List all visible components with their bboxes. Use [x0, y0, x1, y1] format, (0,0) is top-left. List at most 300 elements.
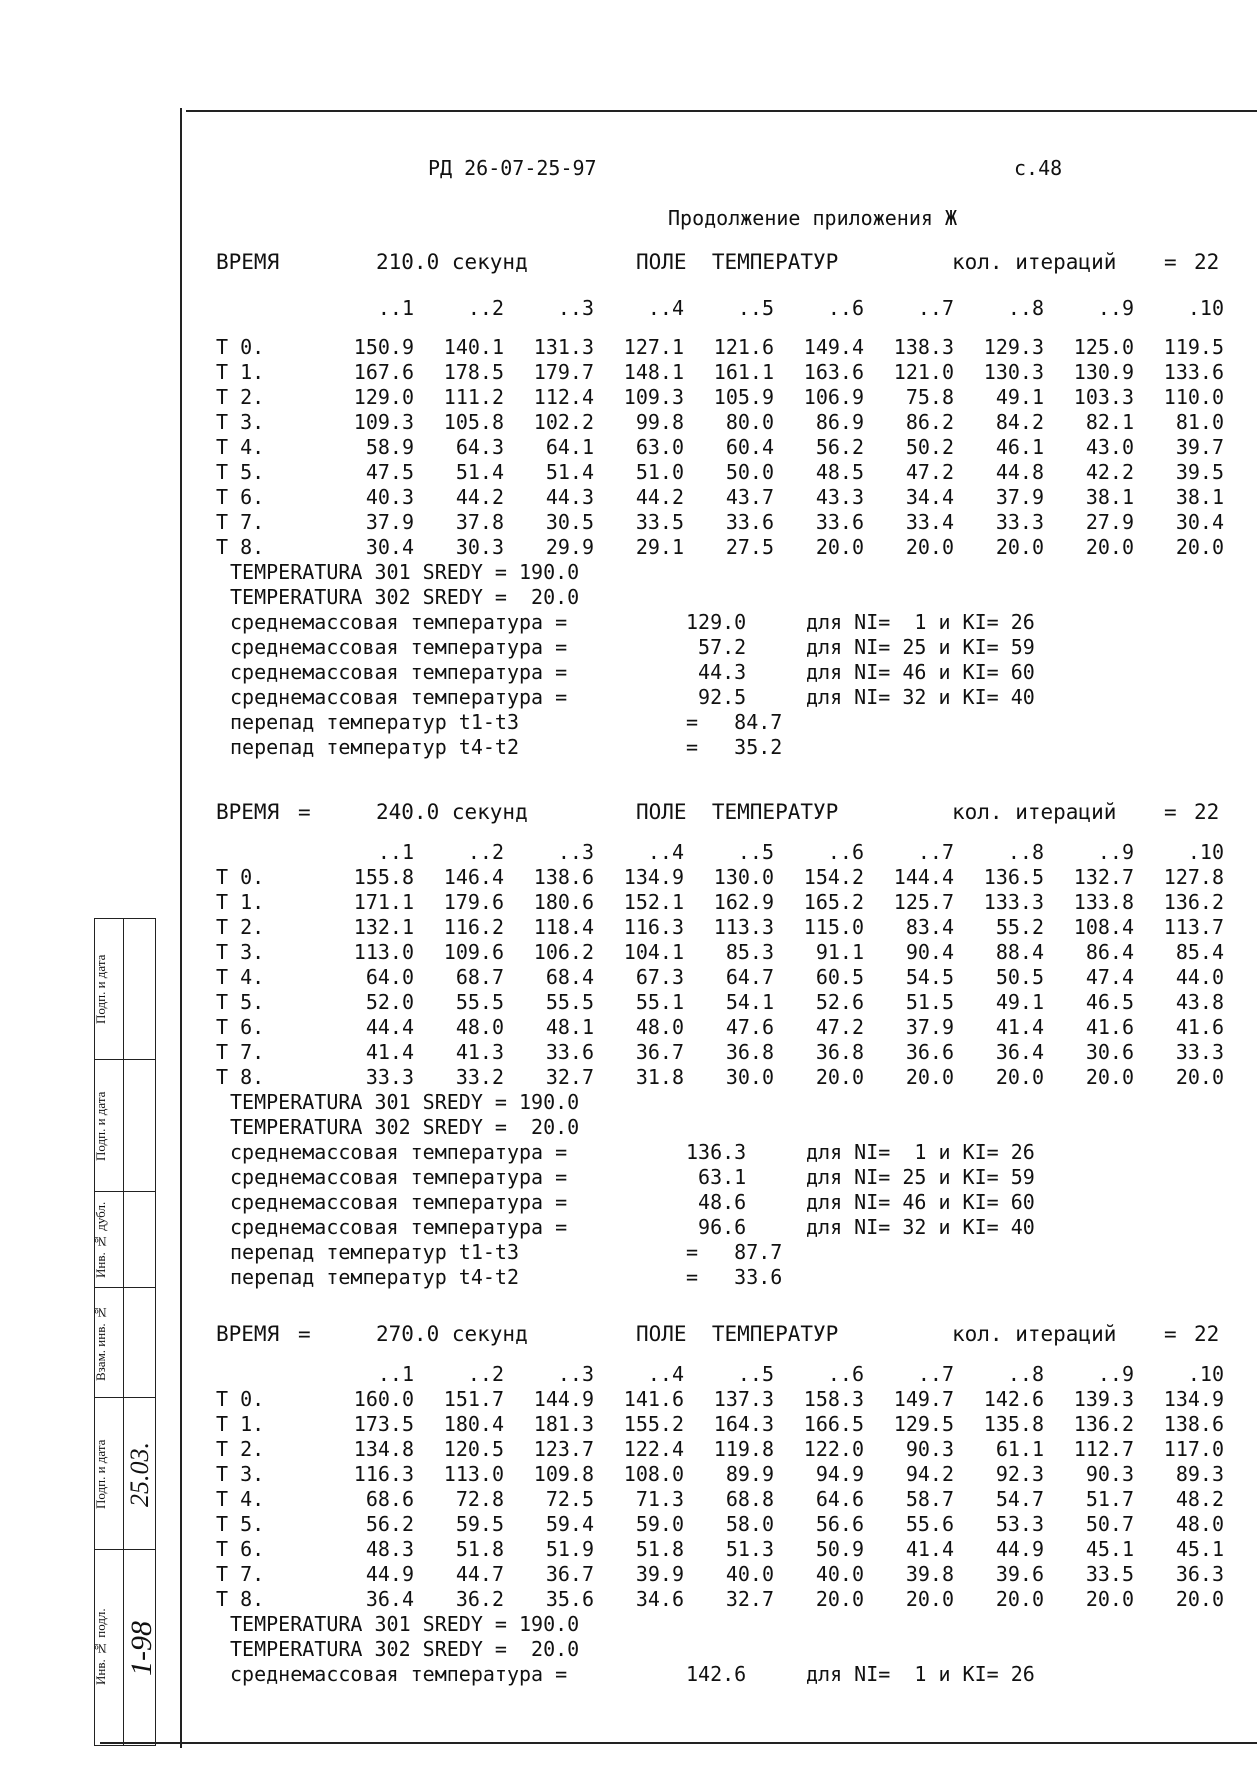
result-value: 44.3: [686, 660, 747, 684]
result-qualifier: для NI= 1 и KI= 26: [806, 1140, 1035, 1164]
table-row: [216, 1537, 1226, 1562]
table-cell: 30.4: [365, 535, 414, 559]
table-cell: 30.0: [725, 1065, 774, 1089]
stamp-row-line: [95, 1549, 155, 1550]
column-header-row: [216, 840, 1226, 865]
table-cell: 36.7: [545, 1562, 594, 1586]
result-value: 57.2: [686, 635, 747, 659]
table-cell: 136.2: [1073, 1412, 1134, 1436]
table-cell: 64.7: [725, 965, 774, 989]
table-cell: 109.8: [533, 1462, 594, 1486]
table-cell: 122.0: [803, 1437, 864, 1461]
table-cell: 48.5: [815, 460, 864, 484]
table-cell: 119.5: [1163, 335, 1224, 359]
row-label: T 3.: [216, 940, 265, 964]
field-label: ПОЛЕ ТЕМПЕРАТУР: [636, 1322, 839, 1346]
table-cell: 20.0: [1085, 1587, 1134, 1611]
table-cell: 43.8: [1175, 990, 1224, 1014]
time-step-block: [216, 1322, 1226, 1687]
table-cell: 55.5: [545, 990, 594, 1014]
ambient-temperature-line: TEMPERATURA 302 SREDY = 20.0: [230, 1115, 580, 1139]
table-cell: 129.3: [983, 335, 1044, 359]
table-row: [216, 965, 1226, 990]
stamp-cell-podp-data-1: Подп. и дата: [93, 1091, 108, 1161]
table-cell: 94.2: [905, 1462, 954, 1486]
column-label: ..6: [827, 296, 864, 320]
table-cell: 33.3: [365, 1065, 414, 1089]
column-label: ..1: [377, 296, 414, 320]
table-cell: 33.6: [815, 510, 864, 534]
table-cell: 121.0: [893, 360, 954, 384]
result-qualifier: для NI= 1 и KI= 26: [806, 610, 1035, 634]
time-label: ВРЕМЯ: [216, 250, 280, 274]
table-cell: 64.1: [545, 435, 594, 459]
table-cell: 47.5: [365, 460, 414, 484]
table-cell: 140.1: [443, 335, 504, 359]
table-cell: 171.1: [353, 890, 414, 914]
result-qualifier: для NI= 1 и KI= 26: [806, 1662, 1035, 1686]
table-cell: 108.0: [623, 1462, 684, 1486]
table-cell: 44.0: [1175, 965, 1224, 989]
row-label: T 3.: [216, 410, 265, 434]
column-label: ..8: [1007, 1362, 1044, 1386]
table-cell: 125.7: [893, 890, 954, 914]
column-label: ..6: [827, 840, 864, 864]
table-cell: 162.9: [713, 890, 774, 914]
table-cell: 27.9: [1085, 510, 1134, 534]
table-cell: 32.7: [725, 1587, 774, 1611]
table-cell: 20.0: [995, 535, 1044, 559]
table-cell: 30.4: [1175, 510, 1224, 534]
time-value: 210.0 секунд: [376, 250, 528, 274]
table-cell: 55.2: [995, 915, 1044, 939]
frame-top-line: [186, 110, 1257, 112]
table-cell: 51.0: [635, 460, 684, 484]
table-cell: 40.0: [725, 1562, 774, 1586]
result-value: 48.6: [686, 1190, 747, 1214]
table-cell: 20.0: [1085, 535, 1134, 559]
row-label: T 6.: [216, 485, 265, 509]
table-cell: 50.0: [725, 460, 774, 484]
column-label: ..2: [467, 840, 504, 864]
stamp-row-line: [95, 1287, 155, 1288]
table-cell: 132.7: [1073, 865, 1134, 889]
time-step-block: [216, 800, 1226, 1290]
table-cell: 133.8: [1073, 890, 1134, 914]
time-value: 240.0 секунд: [376, 800, 528, 824]
table-cell: 20.0: [905, 535, 954, 559]
table-cell: 99.8: [635, 410, 684, 434]
table-cell: 120.5: [443, 1437, 504, 1461]
row-label: T 5.: [216, 1512, 265, 1536]
column-label: ..7: [917, 296, 954, 320]
table-cell: 36.8: [815, 1040, 864, 1064]
result-line: [216, 1662, 1226, 1687]
table-cell: 59.5: [455, 1512, 504, 1536]
column-label: ..5: [737, 1362, 774, 1386]
table-cell: 36.2: [455, 1587, 504, 1611]
table-cell: 109.6: [443, 940, 504, 964]
column-label: ..4: [647, 296, 684, 320]
table-row: [216, 1412, 1226, 1437]
table-cell: 20.0: [905, 1587, 954, 1611]
document-code: РД 26-07-25-97: [428, 156, 597, 180]
table-cell: 36.7: [635, 1040, 684, 1064]
row-label: T 1.: [216, 890, 265, 914]
table-cell: 68.4: [545, 965, 594, 989]
stamp-cell-inv-podl: Подп. и дата: [93, 954, 108, 1024]
column-label: ..4: [647, 1362, 684, 1386]
table-cell: 44.2: [455, 485, 504, 509]
result-line: [216, 685, 1226, 710]
row-label: T 4.: [216, 965, 265, 989]
table-cell: 90.4: [905, 940, 954, 964]
table-cell: 50.9: [815, 1537, 864, 1561]
iterations-value: 22: [1194, 250, 1220, 274]
table-cell: 54.5: [905, 965, 954, 989]
table-cell: 51.3: [725, 1537, 774, 1561]
result-value: 63.1: [686, 1165, 747, 1189]
table-cell: 30.6: [1085, 1040, 1134, 1064]
table-cell: 108.4: [1073, 915, 1134, 939]
table-cell: 136.2: [1163, 890, 1224, 914]
table-cell: 109.3: [623, 385, 684, 409]
column-label: .10: [1187, 840, 1224, 864]
row-label: T 0.: [216, 865, 265, 889]
table-cell: 20.0: [815, 1587, 864, 1611]
table-cell: 179.6: [443, 890, 504, 914]
result-label: перепад температур t1-t3: [230, 710, 519, 734]
table-cell: 55.5: [455, 990, 504, 1014]
table-cell: 164.3: [713, 1412, 774, 1436]
column-label: ..1: [377, 1362, 414, 1386]
iterations-label: кол. итераций: [952, 250, 1117, 274]
column-label: ..2: [467, 296, 504, 320]
table-cell: 113.0: [353, 940, 414, 964]
iterations-value: 22: [1194, 800, 1220, 824]
table-cell: 53.3: [995, 1512, 1044, 1536]
table-cell: 41.6: [1085, 1015, 1134, 1039]
table-row: [216, 360, 1226, 385]
table-cell: 116.3: [353, 1462, 414, 1486]
column-label: ..9: [1097, 296, 1134, 320]
result-value: = 87.7: [686, 1240, 783, 1264]
ambient-temperature-line: TEMPERATURA 301 SREDY = 190.0: [230, 560, 580, 584]
table-cell: 20.0: [815, 1065, 864, 1089]
table-row: [216, 1562, 1226, 1587]
ambient-temperature-line: TEMPERATURA 302 SREDY = 20.0: [230, 585, 580, 609]
table-cell: 80.0: [725, 410, 774, 434]
result-label: среднемассовая температура =: [230, 685, 568, 709]
table-cell: 58.0: [725, 1512, 774, 1536]
table-cell: 149.7: [893, 1387, 954, 1411]
result-value: 142.6: [686, 1662, 747, 1686]
table-cell: 58.9: [365, 435, 414, 459]
frame-bottom-line: [100, 1742, 1257, 1744]
row-label: T 7.: [216, 510, 265, 534]
table-cell: 33.6: [725, 510, 774, 534]
table-cell: 155.8: [353, 865, 414, 889]
row-label: T 8.: [216, 535, 265, 559]
table-cell: 54.7: [995, 1487, 1044, 1511]
table-cell: 131.3: [533, 335, 594, 359]
field-label: ПОЛЕ ТЕМПЕРАТУР: [636, 250, 839, 274]
table-cell: 50.5: [995, 965, 1044, 989]
table-cell: 41.3: [455, 1040, 504, 1064]
row-label: T 1.: [216, 1412, 265, 1436]
result-label: среднемассовая температура =: [230, 1662, 568, 1686]
ambient-temperature-line: TEMPERATURA 301 SREDY = 190.0: [230, 1612, 580, 1636]
table-cell: 49.1: [995, 385, 1044, 409]
table-cell: 30.5: [545, 510, 594, 534]
table-cell: 118.4: [533, 915, 594, 939]
row-label: T 0.: [216, 335, 265, 359]
table-cell: 138.6: [1163, 1412, 1224, 1436]
table-cell: 33.5: [1085, 1562, 1134, 1586]
table-cell: 41.4: [365, 1040, 414, 1064]
column-label: ..4: [647, 840, 684, 864]
table-cell: 111.2: [443, 385, 504, 409]
row-label: T 0.: [216, 1387, 265, 1411]
row-label: T 1.: [216, 360, 265, 384]
table-cell: 52.0: [365, 990, 414, 1014]
table-cell: 144.9: [533, 1387, 594, 1411]
table-cell: 89.3: [1175, 1462, 1224, 1486]
result-line: [216, 1612, 1226, 1637]
table-cell: 180.4: [443, 1412, 504, 1436]
table-row: [216, 1462, 1226, 1487]
table-row: [216, 485, 1226, 510]
table-cell: 40.3: [365, 485, 414, 509]
row-label: T 7.: [216, 1562, 265, 1586]
result-value: 129.0: [686, 610, 747, 634]
iterations-equals: =: [1164, 800, 1177, 824]
field-label: ПОЛЕ ТЕМПЕРАТУР: [636, 800, 839, 824]
table-cell: 44.2: [635, 485, 684, 509]
table-cell: 47.2: [905, 460, 954, 484]
table-cell: 54.1: [725, 990, 774, 1014]
table-cell: 61.1: [995, 1437, 1044, 1461]
table-row: [216, 940, 1226, 965]
iterations-equals: =: [1164, 250, 1177, 274]
table-cell: 31.8: [635, 1065, 684, 1089]
table-cell: 68.7: [455, 965, 504, 989]
table-cell: 48.0: [455, 1015, 504, 1039]
table-cell: 38.1: [1085, 485, 1134, 509]
result-value: = 33.6: [686, 1265, 783, 1289]
time-equals: =: [298, 1322, 311, 1346]
table-cell: 85.4: [1175, 940, 1224, 964]
table-row: [216, 435, 1226, 460]
table-row: [216, 1065, 1226, 1090]
table-cell: 119.8: [713, 1437, 774, 1461]
table-cell: 47.6: [725, 1015, 774, 1039]
table-row: [216, 1437, 1226, 1462]
table-cell: 152.1: [623, 890, 684, 914]
result-label: среднемассовая температура =: [230, 1140, 568, 1164]
column-label: ..8: [1007, 296, 1044, 320]
stamp-cell-inv-no-podl: Инв. № подл.: [93, 1608, 108, 1686]
table-cell: 144.4: [893, 865, 954, 889]
table-cell: 133.3: [983, 890, 1044, 914]
result-line: [216, 1090, 1226, 1115]
table-cell: 47.4: [1085, 965, 1134, 989]
table-cell: 121.6: [713, 335, 774, 359]
table-cell: 139.3: [1073, 1387, 1134, 1411]
column-label: ..9: [1097, 840, 1134, 864]
table-cell: 51.8: [455, 1537, 504, 1561]
result-label: перепад температур t4-t2: [230, 1265, 519, 1289]
result-label: среднемассовая температура =: [230, 660, 568, 684]
table-cell: 125.0: [1073, 335, 1134, 359]
result-qualifier: для NI= 46 и KI= 60: [806, 1190, 1035, 1214]
table-cell: 81.0: [1175, 410, 1224, 434]
table-cell: 43.7: [725, 485, 774, 509]
table-cell: 127.1: [623, 335, 684, 359]
result-line: [216, 1265, 1226, 1290]
table-cell: 37.8: [455, 510, 504, 534]
table-cell: 39.9: [635, 1562, 684, 1586]
table-cell: 82.1: [1085, 410, 1134, 434]
table-cell: 50.2: [905, 435, 954, 459]
table-cell: 44.7: [455, 1562, 504, 1586]
table-cell: 52.6: [815, 990, 864, 1014]
table-cell: 129.5: [893, 1412, 954, 1436]
table-cell: 44.8: [995, 460, 1044, 484]
table-cell: 122.4: [623, 1437, 684, 1461]
table-cell: 48.0: [635, 1015, 684, 1039]
column-label: .10: [1187, 1362, 1224, 1386]
row-label: T 8.: [216, 1065, 265, 1089]
table-cell: 45.1: [1085, 1537, 1134, 1561]
result-qualifier: для NI= 25 и KI= 59: [806, 635, 1035, 659]
result-value: = 35.2: [686, 735, 783, 759]
result-qualifier: для NI= 25 и KI= 59: [806, 1165, 1035, 1189]
table-cell: 113.3: [713, 915, 774, 939]
table-cell: 51.9: [545, 1537, 594, 1561]
table-cell: 33.3: [995, 510, 1044, 534]
table-cell: 136.5: [983, 865, 1044, 889]
row-label: T 3.: [216, 1462, 265, 1486]
table-cell: 48.2: [1175, 1487, 1224, 1511]
table-cell: 39.7: [1175, 435, 1224, 459]
table-cell: 123.7: [533, 1437, 594, 1461]
table-cell: 137.3: [713, 1387, 774, 1411]
table-cell: 36.8: [725, 1040, 774, 1064]
table-cell: 20.0: [1175, 535, 1224, 559]
table-cell: 130.0: [713, 865, 774, 889]
table-cell: 102.2: [533, 410, 594, 434]
appendix-subtitle: Продолжение приложения Ж: [668, 206, 957, 230]
row-label: T 2.: [216, 385, 265, 409]
handwritten-inventory-number: 1-98: [125, 1621, 158, 1677]
table-cell: 133.6: [1163, 360, 1224, 384]
table-cell: 116.3: [623, 915, 684, 939]
stamp-cell-podp-data-2: Подп. и дата: [93, 1439, 108, 1509]
table-cell: 130.3: [983, 360, 1044, 384]
table-row: [216, 460, 1226, 485]
result-value: 92.5: [686, 685, 747, 709]
column-label: ..3: [557, 296, 594, 320]
result-line: [216, 1190, 1226, 1215]
table-cell: 86.4: [1085, 940, 1134, 964]
result-line: [216, 710, 1226, 735]
table-cell: 67.3: [635, 965, 684, 989]
table-cell: 51.7: [1085, 1487, 1134, 1511]
result-line: [216, 1165, 1226, 1190]
table-cell: 20.0: [995, 1587, 1044, 1611]
table-cell: 132.1: [353, 915, 414, 939]
table-cell: 60.5: [815, 965, 864, 989]
column-label: ..5: [737, 840, 774, 864]
time-equals: =: [298, 800, 311, 824]
result-line: [216, 1240, 1226, 1265]
result-label: среднемассовая температура =: [230, 1215, 568, 1239]
table-row: [216, 510, 1226, 535]
ambient-temperature-line: TEMPERATURA 302 SREDY = 20.0: [230, 1637, 580, 1661]
table-cell: 85.3: [725, 940, 774, 964]
result-label: среднемассовая температура =: [230, 1190, 568, 1214]
result-line: [216, 560, 1226, 585]
table-cell: 68.8: [725, 1487, 774, 1511]
table-cell: 49.1: [995, 990, 1044, 1014]
table-cell: 20.0: [815, 535, 864, 559]
table-row: [216, 1387, 1226, 1412]
result-qualifier: для NI= 32 и KI= 40: [806, 685, 1035, 709]
column-label: ..7: [917, 1362, 954, 1386]
table-cell: 63.0: [635, 435, 684, 459]
table-cell: 91.1: [815, 940, 864, 964]
result-label: среднемассовая температура =: [230, 610, 568, 634]
table-cell: 56.6: [815, 1512, 864, 1536]
table-cell: 44.9: [995, 1537, 1044, 1561]
table-cell: 51.5: [905, 990, 954, 1014]
column-label: ..5: [737, 296, 774, 320]
time-label: ВРЕМЯ: [216, 800, 280, 824]
table-cell: 68.6: [365, 1487, 414, 1511]
result-line: [216, 1637, 1226, 1662]
table-cell: 32.7: [545, 1065, 594, 1089]
table-cell: 146.4: [443, 865, 504, 889]
title-block-stamp: [94, 918, 156, 1746]
table-cell: 36.3: [1175, 1562, 1224, 1586]
row-label: T 5.: [216, 990, 265, 1014]
table-cell: 115.0: [803, 915, 864, 939]
table-cell: 109.3: [353, 410, 414, 434]
column-label: ..7: [917, 840, 954, 864]
table-cell: 43.3: [815, 485, 864, 509]
iterations-label: кол. итераций: [952, 800, 1117, 824]
column-label: ..6: [827, 1362, 864, 1386]
result-label: перепад температур t1-t3: [230, 1240, 519, 1264]
stamp-cell-vzam-inv: Взам. инв. №: [93, 1305, 108, 1381]
table-cell: 40.0: [815, 1562, 864, 1586]
table-cell: 60.4: [725, 435, 774, 459]
table-cell: 180.6: [533, 890, 594, 914]
table-row: [216, 865, 1226, 890]
time-step-header: [216, 1322, 1226, 1354]
result-line: [216, 635, 1226, 660]
table-cell: 165.2: [803, 890, 864, 914]
column-label: ..9: [1097, 1362, 1134, 1386]
result-label: среднемассовая температура =: [230, 635, 568, 659]
table-cell: 34.4: [905, 485, 954, 509]
iterations-value: 22: [1194, 1322, 1220, 1346]
table-cell: 33.2: [455, 1065, 504, 1089]
table-cell: 45.1: [1175, 1537, 1224, 1561]
table-cell: 134.8: [353, 1437, 414, 1461]
table-cell: 34.6: [635, 1587, 684, 1611]
